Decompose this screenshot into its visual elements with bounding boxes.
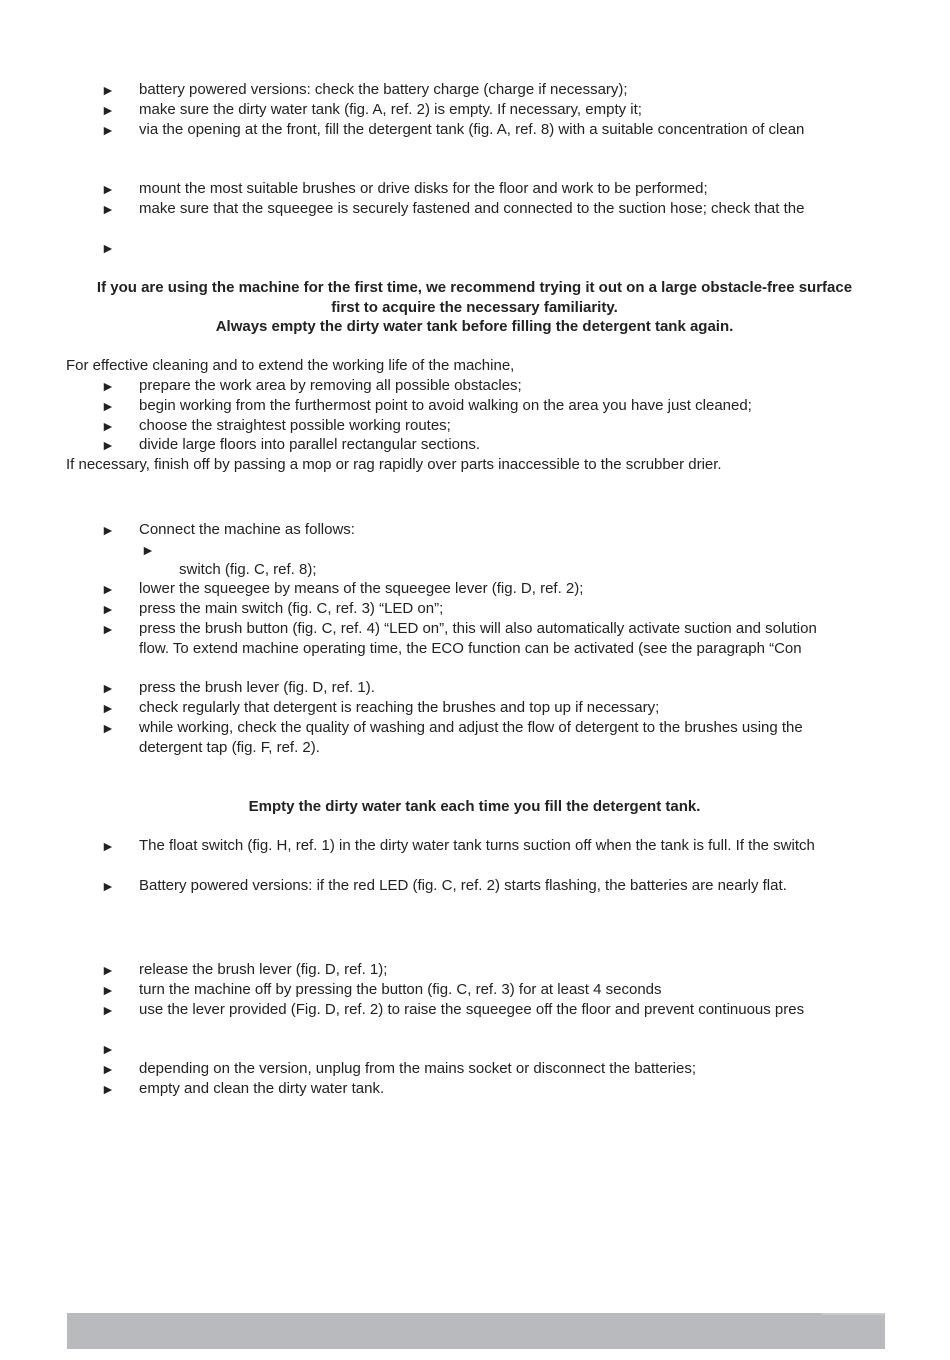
bullet-icon: ► (101, 181, 115, 197)
list-item: Connect the machine as follows: (139, 521, 355, 538)
bullet-icon: ► (101, 1002, 115, 1018)
list-item: use the lever provided (Fig. D, ref. 2) to raise the squeegee off the floor and prevent continuous pres (139, 1001, 805, 1018)
section-intro: For effective cleaning and to extend the working life of the machine, (66, 357, 515, 374)
list-item: release the brush lever (fig. D, ref. 1); (139, 961, 388, 978)
bullet-icon: ► (101, 838, 115, 854)
bullet-icon: ► (101, 581, 115, 597)
list-item: divide large floors into parallel rectangular sections. (139, 436, 481, 453)
list-item: Battery powered versions: if the red LED (fig. C, ref. 2) starts flashing, the batteries are nearly flat. (139, 877, 787, 894)
bullet-icon: ► (101, 378, 115, 394)
list-item: press the brush button (fig. C, ref. 4) “LED on”, this will also automatically activate suction and solution (139, 620, 817, 637)
bullet-icon: ► (101, 878, 115, 894)
bullet-icon: ► (101, 1061, 115, 1077)
list-item: via the opening at the front, fill the detergent tank (fig. A, ref. 8) with a suitable concentration of clean (139, 121, 805, 138)
list-item: lower the squeegee by means of the squeegee lever (fig. D, ref. 2); (139, 580, 584, 597)
notice-line: If you are using the machine for the first time, we recommend trying it out on a large obstacle-free surface (96, 279, 853, 296)
list-item: empty and clean the dirty water tank. (139, 1080, 385, 1097)
section-outro: If necessary, finish off by passing a mop or rag rapidly over parts inaccessible to the scrubber drier. (66, 456, 722, 473)
bullet-icon: ► (101, 1041, 115, 1057)
bullet-icon: ► (101, 700, 115, 716)
list-item: The float switch (fig. H, ref. 1) in the dirty water tank turns suction off when the tank is full. If the switch (139, 837, 815, 854)
bullet-icon: ► (101, 82, 115, 98)
list-item: press the brush lever (fig. D, ref. 1). (139, 679, 375, 696)
bullet-icon: ► (101, 522, 115, 538)
bullet-icon: ► (101, 240, 115, 256)
sub-list-item: switch (fig. C, ref. 8); (179, 561, 317, 578)
list-item: battery powered versions: check the battery charge (charge if necessary); (139, 81, 628, 98)
bullet-icon: ► (101, 418, 115, 434)
bullet-icon: ► (101, 437, 115, 453)
empty-tank-notice: Empty the dirty water tank each time you fill the detergent tank. (248, 798, 701, 815)
list-item: while working, check the quality of washing and adjust the flow of detergent to the brushes using the (139, 719, 803, 736)
notice-line: first to acquire the necessary familiarity. (331, 299, 618, 316)
list-item: mount the most suitable brushes or drive disks for the floor and work to be performed; (139, 180, 708, 197)
bullet-icon: ► (101, 621, 115, 637)
bullet-icon: ► (101, 122, 115, 138)
list-item: choose the straightest possible working routes; (139, 417, 451, 434)
bullet-icon: ► (101, 201, 115, 217)
bullet-icon: ► (101, 601, 115, 617)
sub-bullet-icon: ► (141, 542, 155, 558)
bullet-icon: ► (101, 720, 115, 736)
notice-line: Always empty the dirty water tank before filling the detergent tank again. (215, 318, 734, 335)
list-item: make sure that the squeegee is securely fastened and connected to the suction hose; check that the (139, 200, 805, 217)
bullet-icon: ► (101, 1081, 115, 1097)
bullet-icon: ► (101, 982, 115, 998)
footer-bar (67, 1313, 885, 1349)
list-item: depending on the version, unplug from the mains socket or disconnect the batteries; (139, 1060, 696, 1077)
list-item: begin working from the furthermost point to avoid walking on the area you have just cleaned; (139, 397, 752, 414)
list-item-continuation: detergent tap (fig. F, ref. 2). (139, 739, 320, 756)
footer-divider (822, 1313, 885, 1315)
list-item: turn the machine off by pressing the button (fig. C, ref. 3) for at least 4 seconds (139, 981, 662, 998)
bullet-icon: ► (101, 962, 115, 978)
list-item: prepare the work area by removing all possible obstacles; (139, 377, 522, 394)
bullet-icon: ► (101, 102, 115, 118)
bullet-icon: ► (101, 398, 115, 414)
bullet-icon: ► (101, 680, 115, 696)
list-item: press the main switch (fig. C, ref. 3) “LED on”; (139, 600, 444, 617)
list-item: check regularly that detergent is reaching the brushes and top up if necessary; (139, 699, 660, 716)
list-item-continuation: flow. To extend machine operating time, the ECO function can be activated (see the paragraph “Con (139, 640, 802, 657)
list-item: make sure the dirty water tank (fig. A, ref. 2) is empty. If necessary, empty it; (139, 101, 642, 118)
